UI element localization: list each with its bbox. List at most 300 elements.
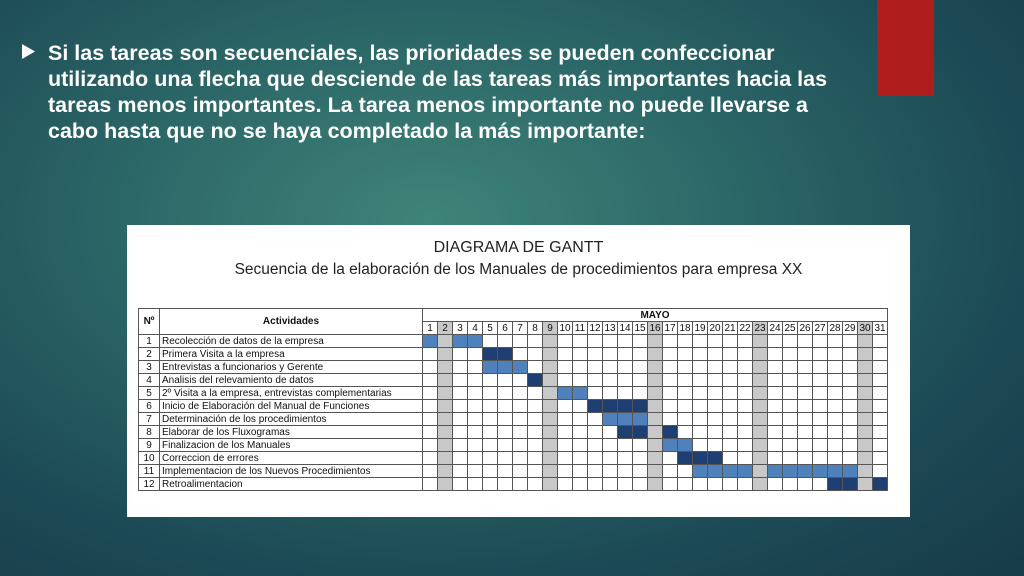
gantt-cell [858,374,873,387]
gantt-cell [618,478,633,491]
gantt-cell [513,335,528,348]
activity-name: Entrevistas a funcionarios y Gerente [160,361,423,374]
gantt-bar-segment [708,465,723,478]
table-row [139,335,888,348]
gantt-cell [708,361,723,374]
gantt-cell [813,374,828,387]
day-header: 4 [468,322,483,335]
gantt-cell [828,374,843,387]
gantt-cell [873,400,888,413]
activity-number: 3 [139,361,160,374]
gantt-cell [498,439,513,452]
gantt-cell [813,426,828,439]
activity-name: Retroalimentacion [160,478,423,491]
gantt-cell [723,361,738,374]
table-row [139,465,888,478]
gantt-cell [783,374,798,387]
gantt-cell [858,361,873,374]
day-header: 28 [829,322,841,334]
gantt-cell [858,439,873,452]
gantt-cell [783,426,798,439]
day-header: 22 [739,322,751,334]
table-row [139,439,888,452]
gantt-cell [738,478,753,491]
gantt-cell [468,452,483,465]
gantt-cell [858,348,873,361]
gantt-cell [588,374,603,387]
gantt-cell [693,439,708,452]
gantt-cell [663,348,678,361]
gantt-cell [438,439,453,452]
gantt-cell [423,348,438,361]
gantt-cell [723,400,738,413]
gantt-cell [828,335,843,348]
gantt-cell [663,387,678,400]
gantt-cell [723,387,738,400]
gantt-cell [483,374,498,387]
gantt-cell [828,387,843,400]
gantt-cell [468,400,483,413]
gantt-cell [663,452,678,465]
gantt-cell [723,413,738,426]
day-header: 7 [513,322,528,335]
day-header: 9 [543,322,558,335]
bullet-text: Si las tareas son secuenciales, las prioridades se pueden confeccionar utilizando una flecha que desciende de las tareas más importantes hacia las tareas menos importantes. La tarea menos importante no puede llevarse a cabo hasta que no se haya completado la más importante: [48,41,828,143]
gantt-cell [648,400,663,413]
gantt-cell [573,465,588,478]
gantt-cell [828,413,843,426]
gantt-cell [663,478,678,491]
gantt-cell [768,478,783,491]
gantt-cell [738,413,753,426]
gantt-cell [783,348,798,361]
gantt-cell [648,335,663,348]
day-header: 27 [814,322,826,334]
gantt-cell [843,452,858,465]
gantt-cell [798,413,813,426]
gantt-cell [468,374,483,387]
gantt-cell [498,478,513,491]
gantt-cell [498,426,513,439]
gantt-cell [468,465,483,478]
gantt-cell [423,478,438,491]
gantt-cell [663,465,678,478]
gantt-cell [738,426,753,439]
gantt-cell [783,452,798,465]
gantt-cell [768,361,783,374]
gantt-cell [513,348,528,361]
activity-number: 12 [139,478,160,491]
gantt-cell [528,348,543,361]
gantt-cell [873,439,888,452]
gantt-cell [648,361,663,374]
gantt-cell [573,335,588,348]
gantt-cell [438,452,453,465]
day-header: 17 [664,322,676,334]
gantt-cell [588,387,603,400]
table-row [139,478,888,491]
gantt-cell [738,361,753,374]
gantt-cell [588,478,603,491]
gantt-cell [813,452,828,465]
gantt-bar-segment [633,426,648,439]
gantt-cell [498,387,513,400]
activity-number: 5 [139,387,160,400]
day-header: 30 [859,322,871,334]
column-header-activities: Actividades [160,309,423,335]
gantt-cell [483,400,498,413]
gantt-cell [558,439,573,452]
gantt-cell [828,400,843,413]
gantt-cell [813,400,828,413]
gantt-cell [783,387,798,400]
gantt-cell [453,426,468,439]
gantt-cell [528,439,543,452]
gantt-cell [873,452,888,465]
gantt-cell [438,426,453,439]
gantt-cell [813,348,828,361]
gantt-cell [708,387,723,400]
gantt-cell [723,374,738,387]
gantt-cell [498,335,513,348]
gantt-cell [753,465,768,478]
gantt-cell [798,439,813,452]
gantt-cell [483,335,498,348]
gantt-cell [618,387,633,400]
gantt-cell [543,361,558,374]
activity-name: Finalizacion de los Manuales [160,439,423,452]
gantt-cell [753,413,768,426]
table-row [139,452,888,465]
gantt-cell [768,348,783,361]
gantt-bar-segment [603,413,618,426]
day-header: 6 [498,322,513,335]
gantt-cell [723,348,738,361]
gantt-cell [783,400,798,413]
gantt-cell [453,478,468,491]
gantt-cell [858,400,873,413]
gantt-cell [828,348,843,361]
day-header: 8 [528,322,543,335]
gantt-cell [813,439,828,452]
gantt-cell [723,335,738,348]
gantt-bar-segment [843,465,858,478]
bullet-point [22,40,842,144]
gantt-bar-segment [498,348,513,361]
gantt-cell [513,478,528,491]
table-row [139,400,888,413]
gantt-cell [528,413,543,426]
gantt-cell [723,439,738,452]
gantt-cell [528,335,543,348]
day-header: 16 [649,322,661,334]
gantt-cell [648,478,663,491]
gantt-cell [693,478,708,491]
activity-name: 2º Visita a la empresa, entrevistas complementarias [160,387,423,400]
gantt-cell [573,400,588,413]
gantt-cell [543,387,558,400]
gantt-cell [423,361,438,374]
gantt-cell [693,413,708,426]
activity-name: Determinación de los procedimientos [160,413,423,426]
day-header: 24 [769,322,781,334]
gantt-cell [603,387,618,400]
activity-number: 7 [139,413,160,426]
gantt-cell [543,335,558,348]
gantt-cell [708,335,723,348]
gantt-cell [858,387,873,400]
gantt-cell [783,478,798,491]
gantt-cell [678,426,693,439]
gantt-cell [543,465,558,478]
gantt-bar-segment [633,413,648,426]
gantt-cell [648,374,663,387]
gantt-cell [753,361,768,374]
gantt-bar-segment [483,361,498,374]
gantt-cell [798,426,813,439]
gantt-cell [498,452,513,465]
gantt-cell [708,348,723,361]
gantt-cell [813,478,828,491]
gantt-cell [438,374,453,387]
activity-number: 8 [139,426,160,439]
gantt-cell [483,426,498,439]
gantt-cell [768,452,783,465]
gantt-cell [693,335,708,348]
gantt-cell [798,361,813,374]
gantt-cell [618,452,633,465]
gantt-cell [828,426,843,439]
gantt-cell [513,400,528,413]
gantt-cell [633,374,648,387]
gantt-cell [633,348,648,361]
gantt-bar-segment [873,478,888,491]
gantt-cell [528,465,543,478]
activity-name: Implementacion de los Nuevos Procedimientos [160,465,423,478]
day-header: 29 [844,322,856,334]
gantt-cell [573,348,588,361]
gantt-bar-segment [828,478,843,491]
gantt-cell [528,426,543,439]
gantt-cell [423,400,438,413]
day-header: 21 [724,322,736,334]
gantt-cell [678,413,693,426]
gantt-bar-segment [423,335,438,348]
gantt-cell [663,361,678,374]
gantt-cell [483,387,498,400]
gantt-chart-image [127,225,910,517]
day-header: 15 [634,322,646,334]
day-header: 20 [709,322,721,334]
gantt-cell [843,361,858,374]
gantt-cell [453,465,468,478]
gantt-cell [468,387,483,400]
gantt-cell [423,452,438,465]
gantt-cell [603,348,618,361]
gantt-cell [678,361,693,374]
table-row [139,387,888,400]
gantt-cell [558,452,573,465]
gantt-bar-segment [633,400,648,413]
gantt-bar-segment [603,400,618,413]
gantt-cell [588,335,603,348]
gantt-cell [663,374,678,387]
gantt-cell [423,439,438,452]
gantt-cell [438,348,453,361]
gantt-cell [693,374,708,387]
gantt-bar-segment [768,465,783,478]
gantt-bar-segment [663,439,678,452]
gantt-cell [603,426,618,439]
gantt-cell [498,374,513,387]
gantt-cell [798,387,813,400]
gantt-cell [468,478,483,491]
gantt-cell [828,439,843,452]
gantt-cell [543,413,558,426]
gantt-cell [543,478,558,491]
gantt-cell [708,439,723,452]
gantt-cell [573,374,588,387]
triangle-bullet-icon [22,40,48,144]
gantt-cell [573,413,588,426]
gantt-bar-segment [783,465,798,478]
gantt-cell [633,452,648,465]
day-header: 31 [874,322,886,334]
gantt-cell [483,439,498,452]
table-row [139,413,888,426]
gantt-cell [468,361,483,374]
gantt-cell [588,348,603,361]
gantt-cell [723,426,738,439]
gantt-cell [753,348,768,361]
gantt-cell [753,426,768,439]
gantt-cell [783,361,798,374]
gantt-cell [678,348,693,361]
gantt-cell [573,439,588,452]
table-row [139,361,888,374]
gantt-cell [513,387,528,400]
gantt-cell [708,426,723,439]
gantt-bar-segment [693,452,708,465]
gantt-cell [588,452,603,465]
gantt-cell [738,452,753,465]
gantt-bar-segment [618,426,633,439]
activity-number: 9 [139,439,160,452]
gantt-cell [843,413,858,426]
gantt-cell [798,335,813,348]
gantt-cell [483,413,498,426]
gantt-cell [753,387,768,400]
gantt-cell [633,465,648,478]
gantt-cell [678,400,693,413]
gantt-cell [813,361,828,374]
gantt-cell [438,361,453,374]
gantt-cell [813,335,828,348]
gantt-cell [843,374,858,387]
table-row [139,348,888,361]
gantt-cell [708,413,723,426]
gantt-bar-segment [588,400,603,413]
gantt-cell [843,348,858,361]
gantt-bar-segment [483,348,498,361]
gantt-cell [588,439,603,452]
gantt-cell [753,400,768,413]
gantt-cell [693,361,708,374]
gantt-cell [738,400,753,413]
gantt-cell [453,439,468,452]
gantt-bar-segment [678,439,693,452]
activity-number: 1 [139,335,160,348]
gantt-cell [618,465,633,478]
gantt-cell [663,413,678,426]
gantt-cell [573,361,588,374]
gantt-cell [783,413,798,426]
gantt-bar-segment [813,465,828,478]
gantt-cell [648,465,663,478]
day-header: 12 [589,322,601,334]
gantt-bar-segment [558,387,573,400]
gantt-cell [618,439,633,452]
gantt-bar-segment [738,465,753,478]
gantt-bar-segment [663,426,678,439]
gantt-cell [438,335,453,348]
gantt-cell [483,452,498,465]
activity-name: Inicio de Elaboración del Manual de Funciones [160,400,423,413]
gantt-cell [663,335,678,348]
gantt-cell [588,426,603,439]
gantt-cell [738,335,753,348]
gantt-cell [678,335,693,348]
gantt-cell [873,413,888,426]
gantt-cell [558,465,573,478]
gantt-cell [543,400,558,413]
gantt-cell [768,374,783,387]
gantt-cell [423,387,438,400]
gantt-cell [798,374,813,387]
gantt-cell [453,387,468,400]
day-header: 23 [754,322,766,334]
gantt-cell [873,348,888,361]
gantt-cell [483,465,498,478]
gantt-bar-segment [828,465,843,478]
gantt-cell [528,400,543,413]
gantt-cell [513,374,528,387]
gantt-cell [753,335,768,348]
gantt-cell [453,374,468,387]
gantt-body [139,335,888,491]
gantt-cell [453,361,468,374]
gantt-cell [498,400,513,413]
gantt-cell [438,465,453,478]
gantt-cell [633,439,648,452]
gantt-cell [678,465,693,478]
column-header-number: Nº [139,309,160,335]
gantt-cell [453,400,468,413]
gantt-cell [528,452,543,465]
gantt-bar-segment [843,478,858,491]
gantt-cell [753,374,768,387]
gantt-cell [558,335,573,348]
gantt-cell [543,348,558,361]
gantt-cell [858,465,873,478]
table-row [139,426,888,439]
gantt-cell [618,348,633,361]
activity-name: Correccion de errores [160,452,423,465]
activity-name: Analisis del relevamiento de datos [160,374,423,387]
gantt-cell [528,361,543,374]
gantt-table [138,308,888,491]
gantt-cell [543,426,558,439]
